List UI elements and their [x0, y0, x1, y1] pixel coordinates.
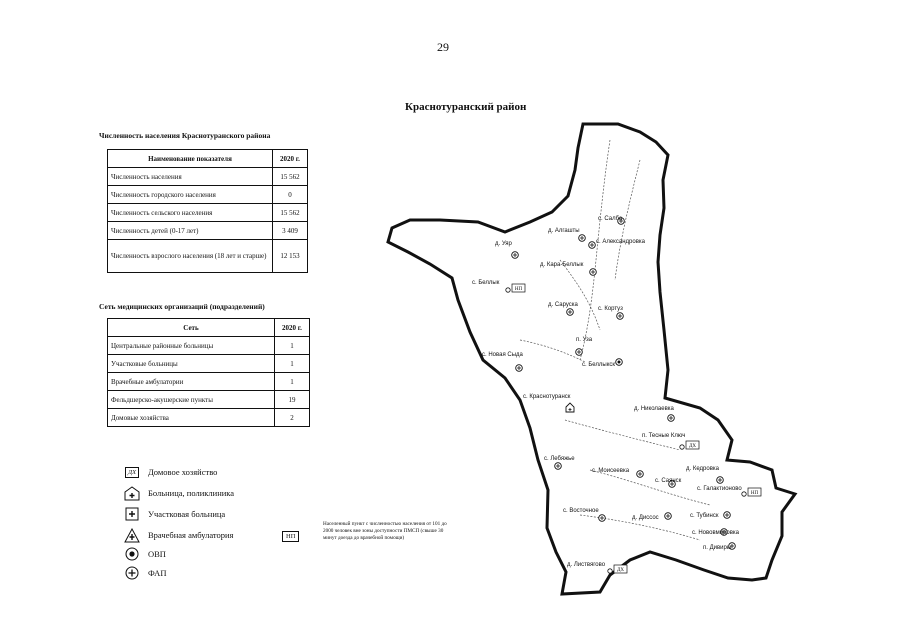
- column-header: 2020 г.: [275, 319, 310, 337]
- place-label: д. Кара-Беллык: [540, 262, 584, 268]
- place-label: с. Александровка: [596, 239, 645, 245]
- place-label: д. Алгашты: [548, 228, 580, 234]
- row-label: Домовые хозяйства: [108, 409, 275, 427]
- rivers: [520, 140, 710, 540]
- fap-marker: [717, 477, 724, 484]
- fap-marker: [668, 415, 675, 422]
- household-marker: [608, 565, 627, 573]
- place-label: с. Тубинск: [690, 513, 719, 519]
- row-label: Численность взрослого населения (18 лет и старше): [108, 240, 273, 273]
- population-title: Численность населения Краснотуранского района: [99, 131, 271, 140]
- place-label: д. Уяр: [495, 241, 512, 247]
- legend-label: Участковая больница: [148, 509, 226, 519]
- row-value: 12 153: [273, 240, 308, 273]
- place-label: п. Уза: [576, 337, 593, 343]
- place-label: с. Моисеевка: [592, 468, 630, 474]
- fap-marker: [512, 252, 519, 259]
- fap-marker: [617, 313, 624, 320]
- column-header: 2020 г.: [273, 150, 308, 168]
- hospital-marker: [566, 403, 574, 412]
- row-label: Численность детей (0-17 лет): [108, 222, 273, 240]
- row-value: 1: [275, 355, 310, 373]
- ndp-marker: [506, 284, 525, 292]
- place-label: п. Дивиры: [703, 545, 732, 551]
- fap-marker: [724, 512, 731, 519]
- district-title: Краснотуранский район: [405, 101, 527, 113]
- fap-marker: [567, 309, 574, 316]
- place-label: с. Кортуз: [598, 306, 623, 312]
- ndp-marker: [742, 488, 761, 496]
- place-label: д. Николаевка: [634, 406, 674, 412]
- fap-marker: [590, 269, 597, 276]
- place-label: с. Саянск: [655, 478, 682, 484]
- ovp-marker: [616, 359, 623, 366]
- place-label: с. Восточное: [563, 508, 599, 514]
- household-marker: [680, 441, 699, 449]
- place-label: с. Беллыкск: [582, 362, 616, 368]
- row-value: 15 562: [273, 168, 308, 186]
- row-label: Численность населения: [108, 168, 273, 186]
- row-value: 1: [275, 337, 310, 355]
- place-label: д. Листвягово: [567, 562, 606, 568]
- row-label: Врачебные амбулатории: [108, 373, 275, 391]
- place-label: с. Новая Сыда: [482, 352, 523, 358]
- place-label: с. Краснотуранск: [523, 394, 571, 400]
- place-label: с. Лебяжье: [544, 456, 575, 462]
- fap-marker: [555, 463, 562, 470]
- fap-marker: [589, 242, 596, 249]
- fap-marker: [576, 349, 583, 356]
- place-label: п. Тесные Ключ: [642, 433, 686, 439]
- row-label: Численность сельского населения: [108, 204, 273, 222]
- ndp-symbol: НП: [282, 531, 299, 542]
- place-label: д. Саруска: [548, 302, 578, 308]
- place-label: д. Диссос: [632, 515, 659, 521]
- legend-label: Врачебная амбулатория: [148, 530, 234, 540]
- fap-marker: [516, 365, 523, 372]
- legend-label: Больница, поликлиника: [148, 488, 235, 498]
- fap-marker: [579, 235, 586, 242]
- place-labels: [472, 216, 742, 568]
- place-label: д. Кедровка: [686, 466, 719, 472]
- place-label: с. Беллык: [472, 280, 500, 286]
- row-value: 1: [275, 373, 310, 391]
- row-label: Численность городского населения: [108, 186, 273, 204]
- place-label: с. Нововмировка: [692, 530, 740, 536]
- column-header: Сеть: [108, 319, 275, 337]
- fap-marker: [637, 471, 644, 478]
- place-badge-label: НП: [514, 287, 523, 292]
- row-value: 0: [273, 186, 308, 204]
- ndp-note: Населенный пункт с численностью населения от 101 до 2000 человек вне зоны доступности ПМСП (свыше 30 минут доезда до врачебной помощи): [323, 521, 447, 541]
- fap-marker: [665, 513, 672, 520]
- place-label: с. Галактионово: [697, 486, 742, 492]
- place-badge-label: НП: [750, 491, 759, 496]
- home-household-icon: ДХ: [123, 464, 141, 480]
- legend-label: Домовое хозяйство: [148, 467, 218, 477]
- row-label: Центральные районные больницы: [108, 337, 275, 355]
- network-title: Сеть медицинских организаций (подразделений): [99, 302, 265, 311]
- column-header: Наименование показателя: [108, 150, 273, 168]
- fap-marker: [599, 515, 606, 522]
- page-number: 29: [437, 40, 449, 54]
- legend-label: ОВП: [148, 549, 166, 559]
- row-label: Участковые больницы: [108, 355, 275, 373]
- row-label: Фельдшерско-акушерские пункты: [108, 391, 275, 409]
- district-boundary: [388, 124, 795, 594]
- row-value: 15 562: [273, 204, 308, 222]
- row-value: 2: [275, 409, 310, 427]
- place-label: с. Салба: [598, 216, 623, 222]
- place-badge-label: ДХ: [616, 568, 625, 573]
- row-value: 3 409: [273, 222, 308, 240]
- row-value: 19: [275, 391, 310, 409]
- legend-label: ФАП: [148, 568, 167, 578]
- place-badge-label: ДХ: [688, 444, 697, 449]
